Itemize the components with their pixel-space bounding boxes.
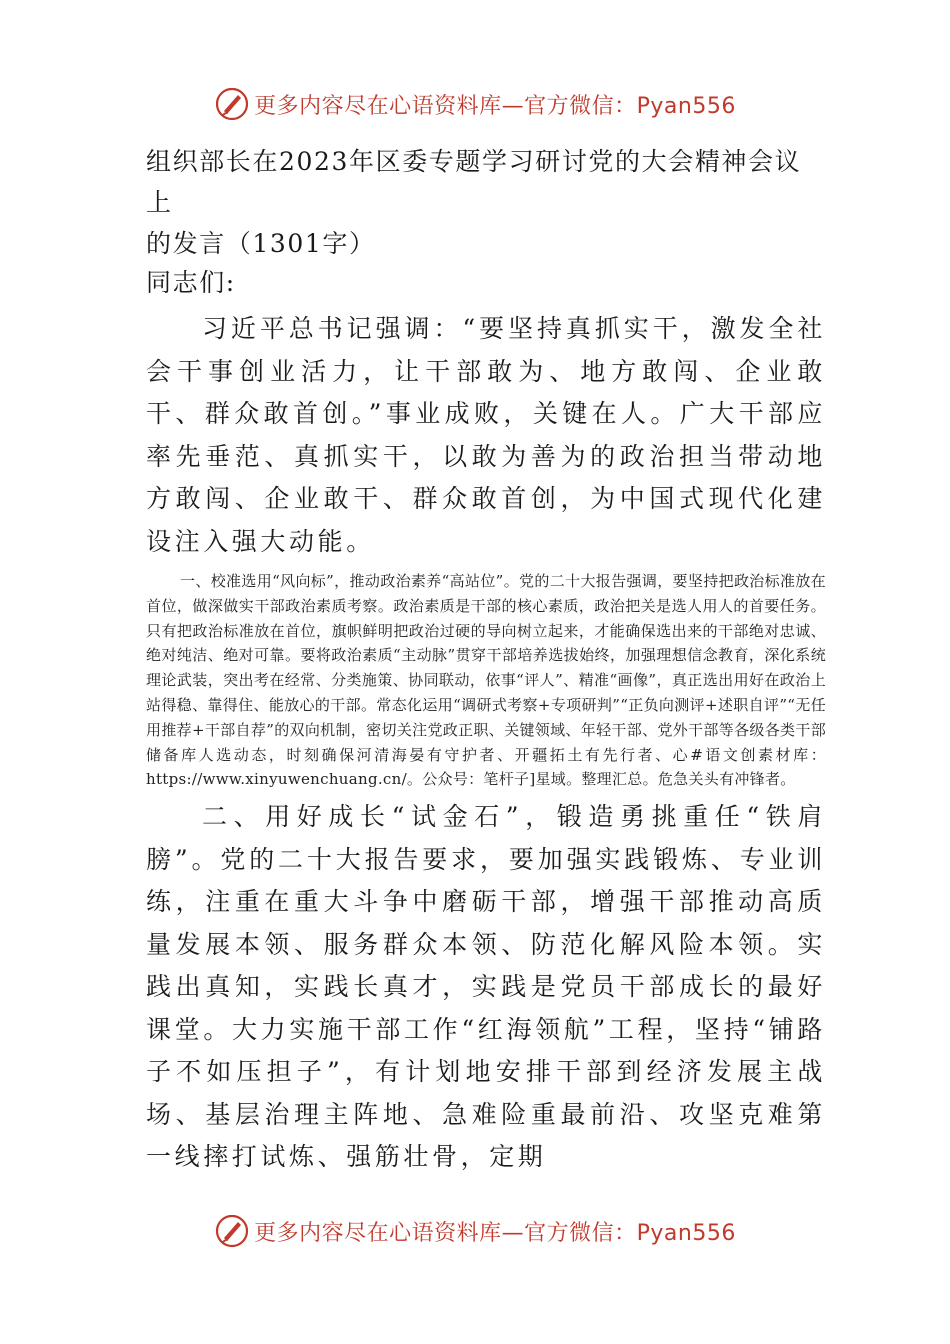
section-two-paragraph: 二、用好成长“试金石”，锻造勇挑重任“铁肩膀”。党的二十大报告要求，要加强实践锻炼、专业训练，注重在重大斗争中磨砺干部，增强干部推动高质量发展本领、服务群众本领、防范化解风险本领。实践出真知，实践长真才，实践是党员干部成长的最好课堂。大力实施干部工作“红海领航”工程，坚持“铺路子不如压担子”，有计划地安排干部到经济发展主战场、基层治理主阵地、急难险重最前沿、攻坚克难第一线摔打试炼、强筋壮骨，定期 — [146, 802, 826, 1172]
section-one-paragraph: 一、校准选用“风向标”，推动政治素养“高站位”。党的二十大报告强调，要坚持把政治标准放在首位，做深做实干部政治素质考察。政治素质是干部的核心素质，政治把关是选人用人的首要任务。只有把政治标准放在首位，旗帜鲜明把政治过硬的导向树立起来，才能确保选出来的干部绝对忠诚、绝对纯洁、绝对可靠。要将政治素质“主动脉”贯穿干部培养选拔始终，加强理想信念教育，深化系统理论武装，突出考在经常、分类施策、协同联动，依事“评人”、精准“画像”，真正选出用好在政治上站得稳、靠得住、能放心的干部。常态化运用“调研式考察+专项研判”“正负向测评+述职自评”“无任用推荐+干部自荐”的双向机制，密切关注党政正职、关键领域、年轻干部、党外干部等各级各类干部储备库人选动态，时刻确保河清海晏有守护者、开疆拓土有先行者、心#语文创素材库：https://www.xinyuwenchuang.cn/。公众号：笔杆子]星域。整理汇总。危急关头有冲锋者。 — [146, 572, 826, 789]
footer-watermark-banner — [0, 1209, 950, 1253]
document-title-line1: 组织部长在2023年区委专题学习研讨党的大会精神会议上 — [146, 147, 802, 217]
watermark-text: 更多内容尽在心语资料库—官方微信：Pyan556 — [254, 93, 736, 119]
header-watermark-banner — [0, 82, 950, 126]
watermark-text: 更多内容尽在心语资料库—官方微信：Pyan556 — [254, 1220, 736, 1246]
greeting: 同志们: — [146, 268, 236, 297]
document-body — [146, 141, 826, 1179]
document-title-line2: 的发言（1301字） — [146, 229, 376, 258]
intro-paragraph: 习近平总书记强调：“要坚持真抓实干，激发全社会干事创业活力，让干部敢为、地方敢闯、企业敢干、群众敢首创。”事业成败，关键在人。广大干部应率先垂范、真抓实干，以敢为善为的政治担当带动地方敢闯、企业敢干、群众敢首创，为中国式现代化建设注入强大动能。 — [146, 314, 826, 556]
pen-logo-icon — [214, 1213, 250, 1249]
pen-logo-icon — [214, 86, 250, 122]
